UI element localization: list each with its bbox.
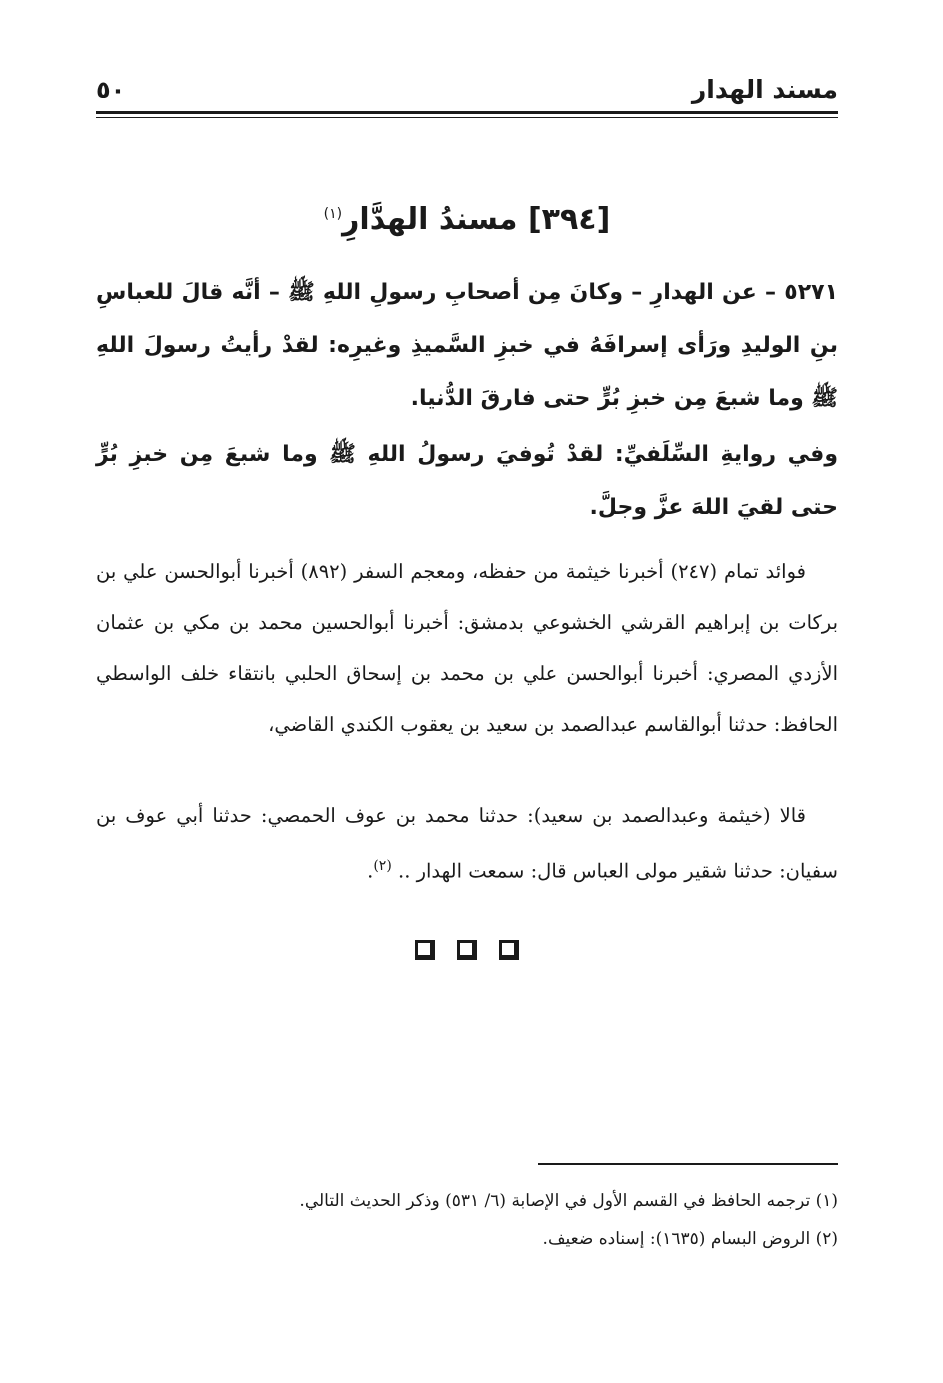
running-header	[96, 70, 838, 110]
hadith-paragraph-2: وفي روايةِ السِّلَفيِّ: لقدْ تُوفيَ رسولُ اللهِ ﷺ وما شبعَ مِن خبزِ بُرٍّ حتى لقيَ اللهَ عزَّ وجلَّ.	[96, 442, 838, 520]
narration-paragraph-2	[96, 790, 838, 897]
ornament-square-icon	[499, 940, 519, 960]
footnote-marker-1: (١)	[323, 206, 343, 222]
ornament-square-icon	[415, 940, 435, 960]
footnote-2: (٢) الروض البسام (١٦٣٥): إسناده ضعيف.	[542, 1229, 838, 1249]
ornament-square-icon	[457, 940, 477, 960]
footnote-marker-2: (٢)	[373, 858, 392, 874]
hadith-paragraph-1: ٥٢٧١ – عن الهدارِ – وكانَ مِن أصحابِ رسولِ اللهِ ﷺ – أنَّه قالَ للعباسِ بنِ الوليدِ ورَأى إسرافَهُ في خبزِ السَّميذِ وغيرِه: لقدْ رأيتُ رسولَ اللهِ ﷺ وما شبعَ مِن خبزِ بُرٍّ حتى فارقَ الدُّنيا.	[96, 280, 838, 411]
narration-paragraph-2-end: .	[367, 859, 374, 883]
narration-paragraph-2-text: قالا (خيثمة وعبدالصمد بن سعيد): حدثنا محمد بن عوف الحمصي: حدثنا أبي عوف بن سفيان: حدثنا شقير مولى العباس قال: سمعت الهدار ..	[96, 804, 838, 883]
footnotes	[96, 1182, 838, 1258]
section-heading	[96, 190, 838, 244]
section-heading-text: [٣٩٤] مسندُ الهدَّارِ	[342, 202, 611, 237]
page-number: ٥٠	[96, 76, 126, 104]
header-rule-thick	[96, 111, 838, 114]
section-end-ornament	[96, 940, 838, 970]
narration-paragraph-1: فوائد تمام (٢٤٧) أخبرنا خيثمة من حفظه، ومعجم السفر (٨٩٢) أخبرنا أبوالحسن علي بن بركات بن إبراهيم القرشي الخشوعي بدمشق: أخبرنا أبوالحسين محمد بن مكي بن عثمان الأزدي المصري: أخبرنا أبوالحسن علي بن محمد بن إسحاق الحلبي بانتقاء خلف الواسطي الحافظ: حدثنا أبوالقاسم عبدالصمد بن سعيد بن يعقوب الكندي القاضي،	[96, 560, 838, 736]
footnote-1: (١) ترجمه الحافظ في القسم الأول في الإصابة (٦/ ٥٣١) وذكر الحديث التالي.	[299, 1191, 838, 1211]
header-rule-thin	[96, 117, 838, 118]
header-title: مسند الهدار	[691, 75, 838, 104]
footnote-separator	[538, 1163, 838, 1165]
